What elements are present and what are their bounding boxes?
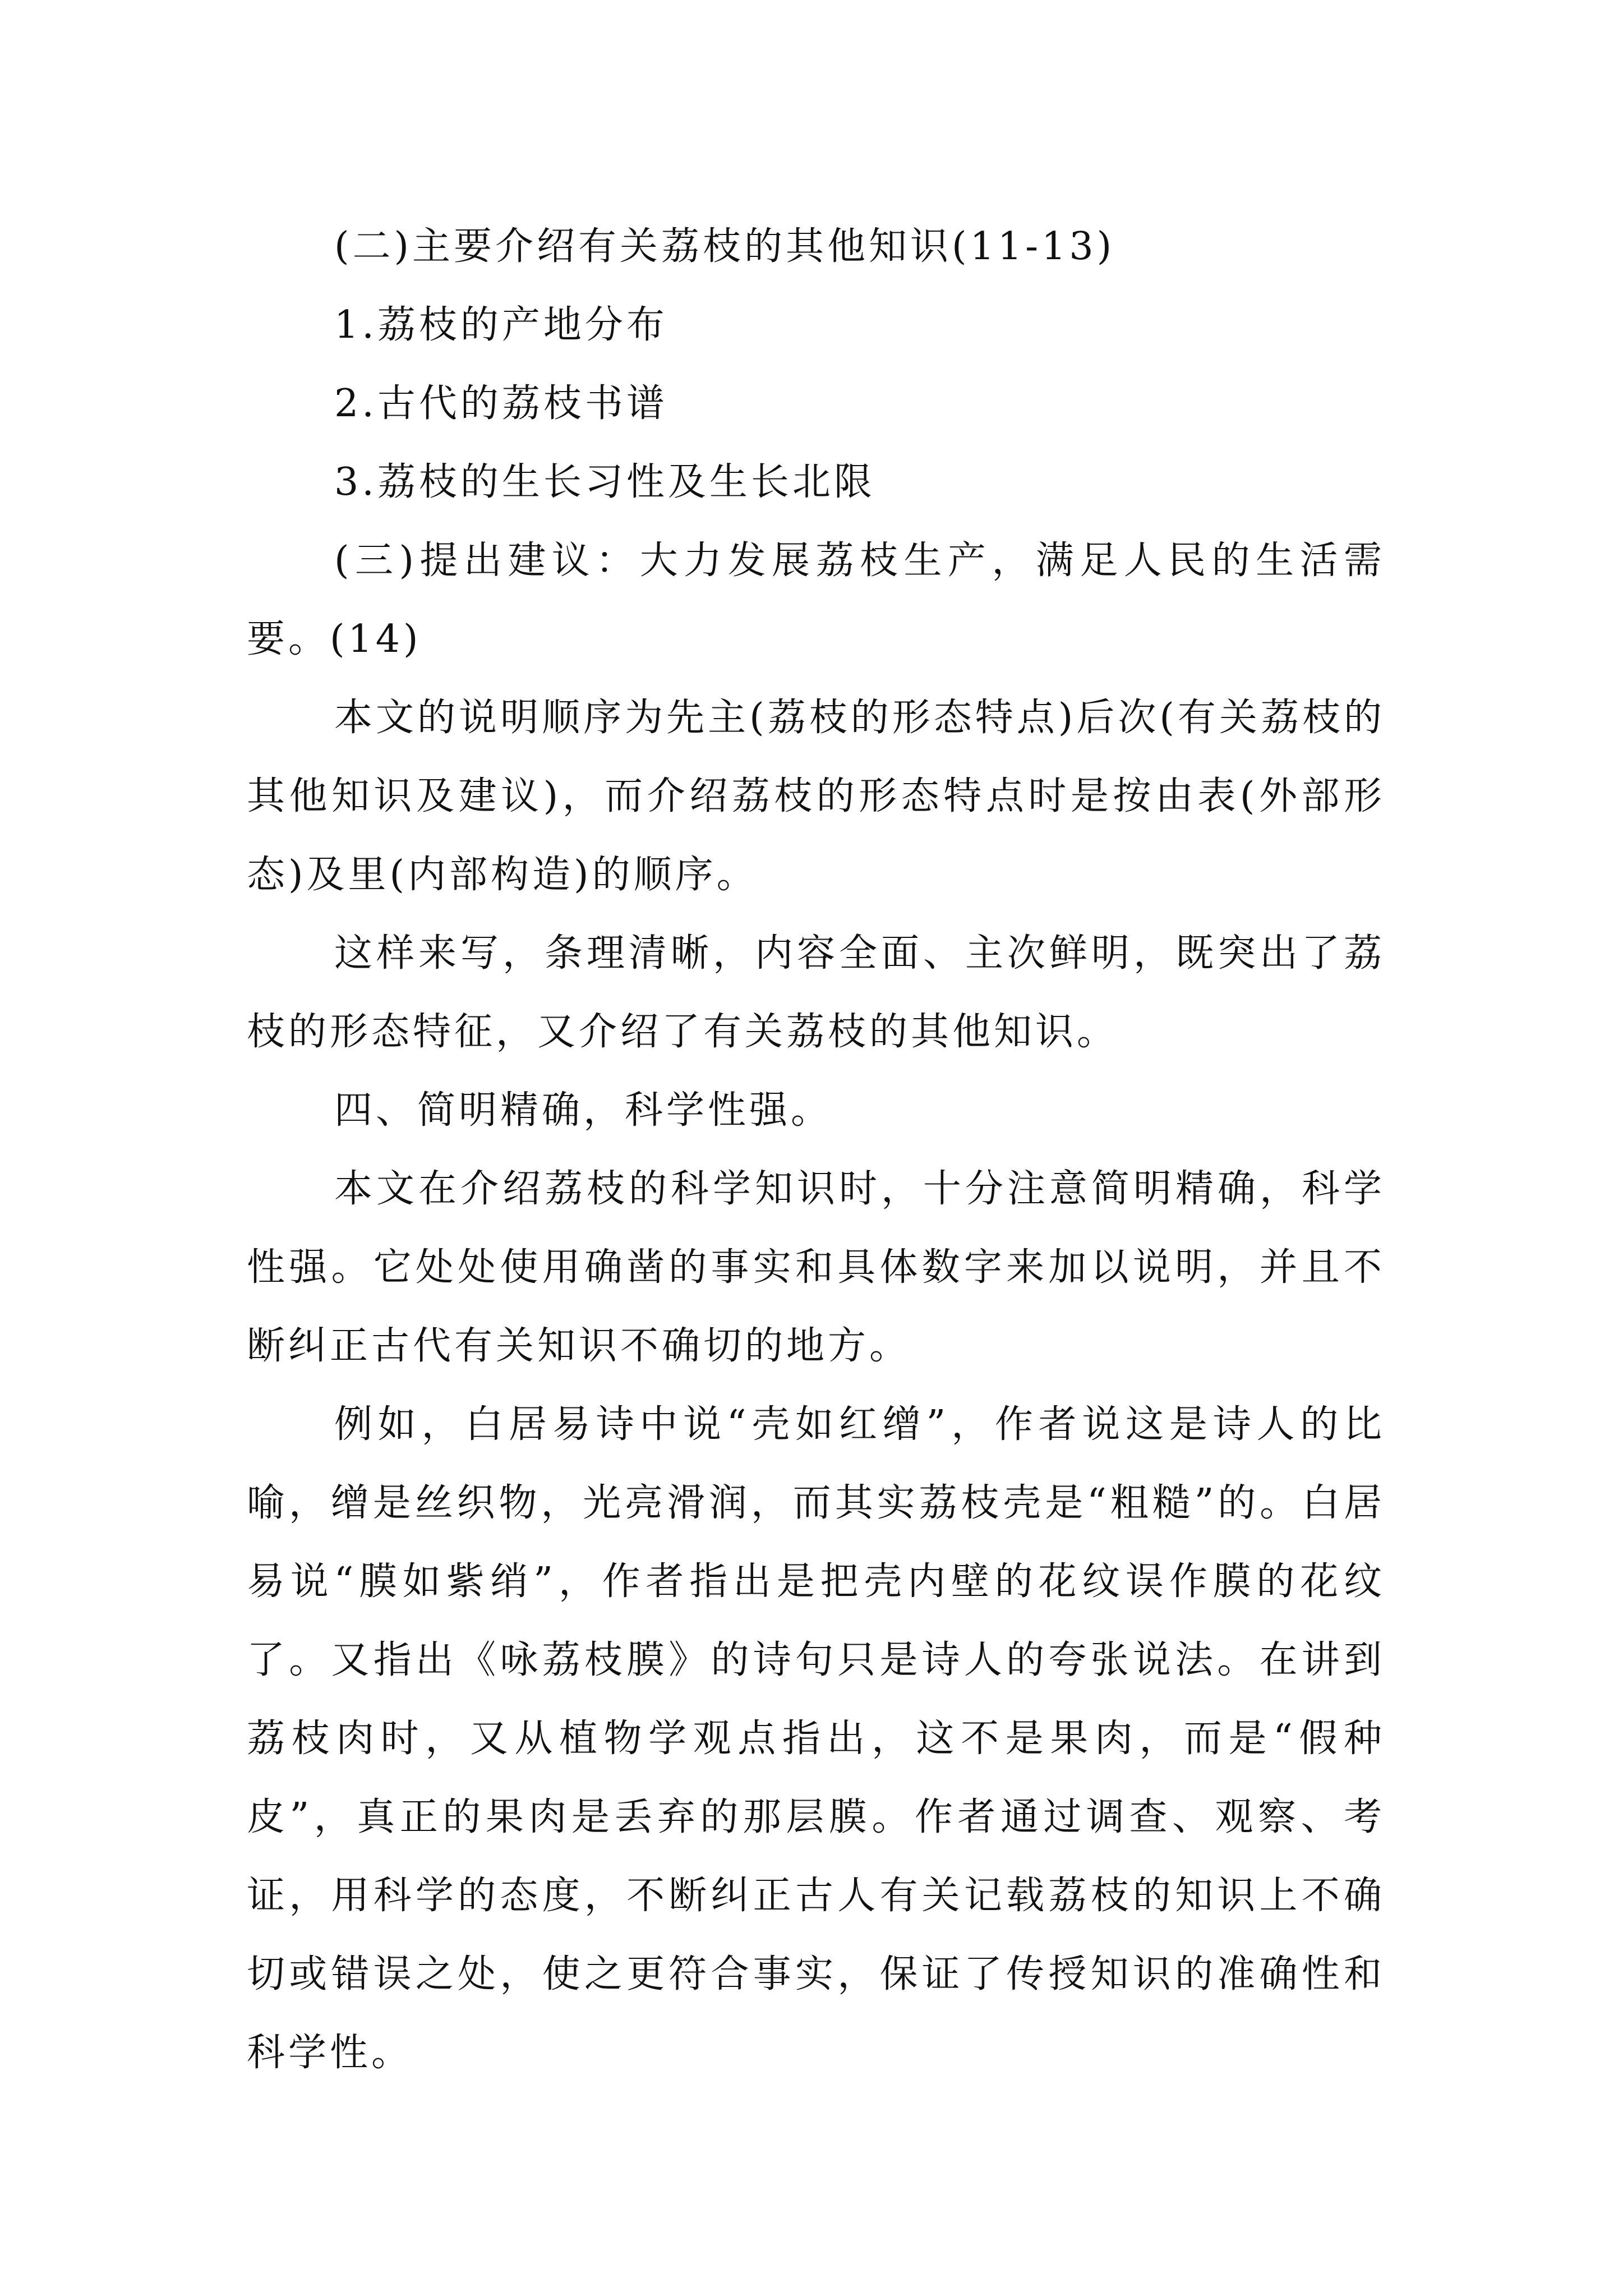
paragraph-section-two-heading: (二)主要介绍有关荔枝的其他知识(11-13) [334, 224, 1115, 269]
paragraph-section-four-heading: 四、简明精确，科学性强。 [334, 1088, 833, 1133]
paragraph-writing-effect: 这样来写，条理清晰，内容全面、主次鲜明，既突出了荔枝的形态特征，又介绍了有关荔枝的其他知识。 [247, 931, 1385, 1054]
paragraph-list-item-3: 3.荔枝的生长习性及生长北限 [334, 460, 875, 504]
document-body [247, 208, 1385, 2092]
paragraph-section-three: (三)提出建议：大力发展荔枝生产，满足人民的生活需要。(14) [247, 539, 1385, 661]
paragraph-list-item-1: 1.荔枝的产地分布 [334, 303, 668, 347]
paragraph-example: 例如，白居易诗中说“壳如红缯”，作者说这是诗人的比喻，缯是丝织物，光亮滑润，而其实荔枝壳是“粗糙”的。白居易说“膜如紫绡”，作者指出是把壳内壁的花纹误作膜的花纹了。又指出《咏荔枝膜》的诗句只是诗人的夸张说法。在讲到荔枝肉时，又从植物学观点指出，这不是果肉，而是“假种皮”，真正的果肉是丢弃的那层膜。作者通过调查、观察、考证，用科学的态度，不断纠正古人有关记载荔枝的知识上不确切或错误之处，使之更符合事实，保证了传授知识的准确性和科学性。 [247, 1402, 1385, 2075]
paragraph-scientific-accuracy: 本文在介绍荔枝的科学知识时，十分注意简明精确，科学性强。它处处使用确凿的事实和具体数字来加以说明，并且不断纠正古代有关知识不确切的地方。 [247, 1167, 1385, 1368]
paragraph-explanation-order: 本文的说明顺序为先主(荔枝的形态特点)后次(有关荔枝的其他知识及建议)，而介绍荔枝的形态特点时是按由表(外部形态)及里(内部构造)的顺序。 [247, 696, 1385, 897]
paragraph-list-item-2: 2.古代的荔枝书谱 [334, 381, 668, 426]
